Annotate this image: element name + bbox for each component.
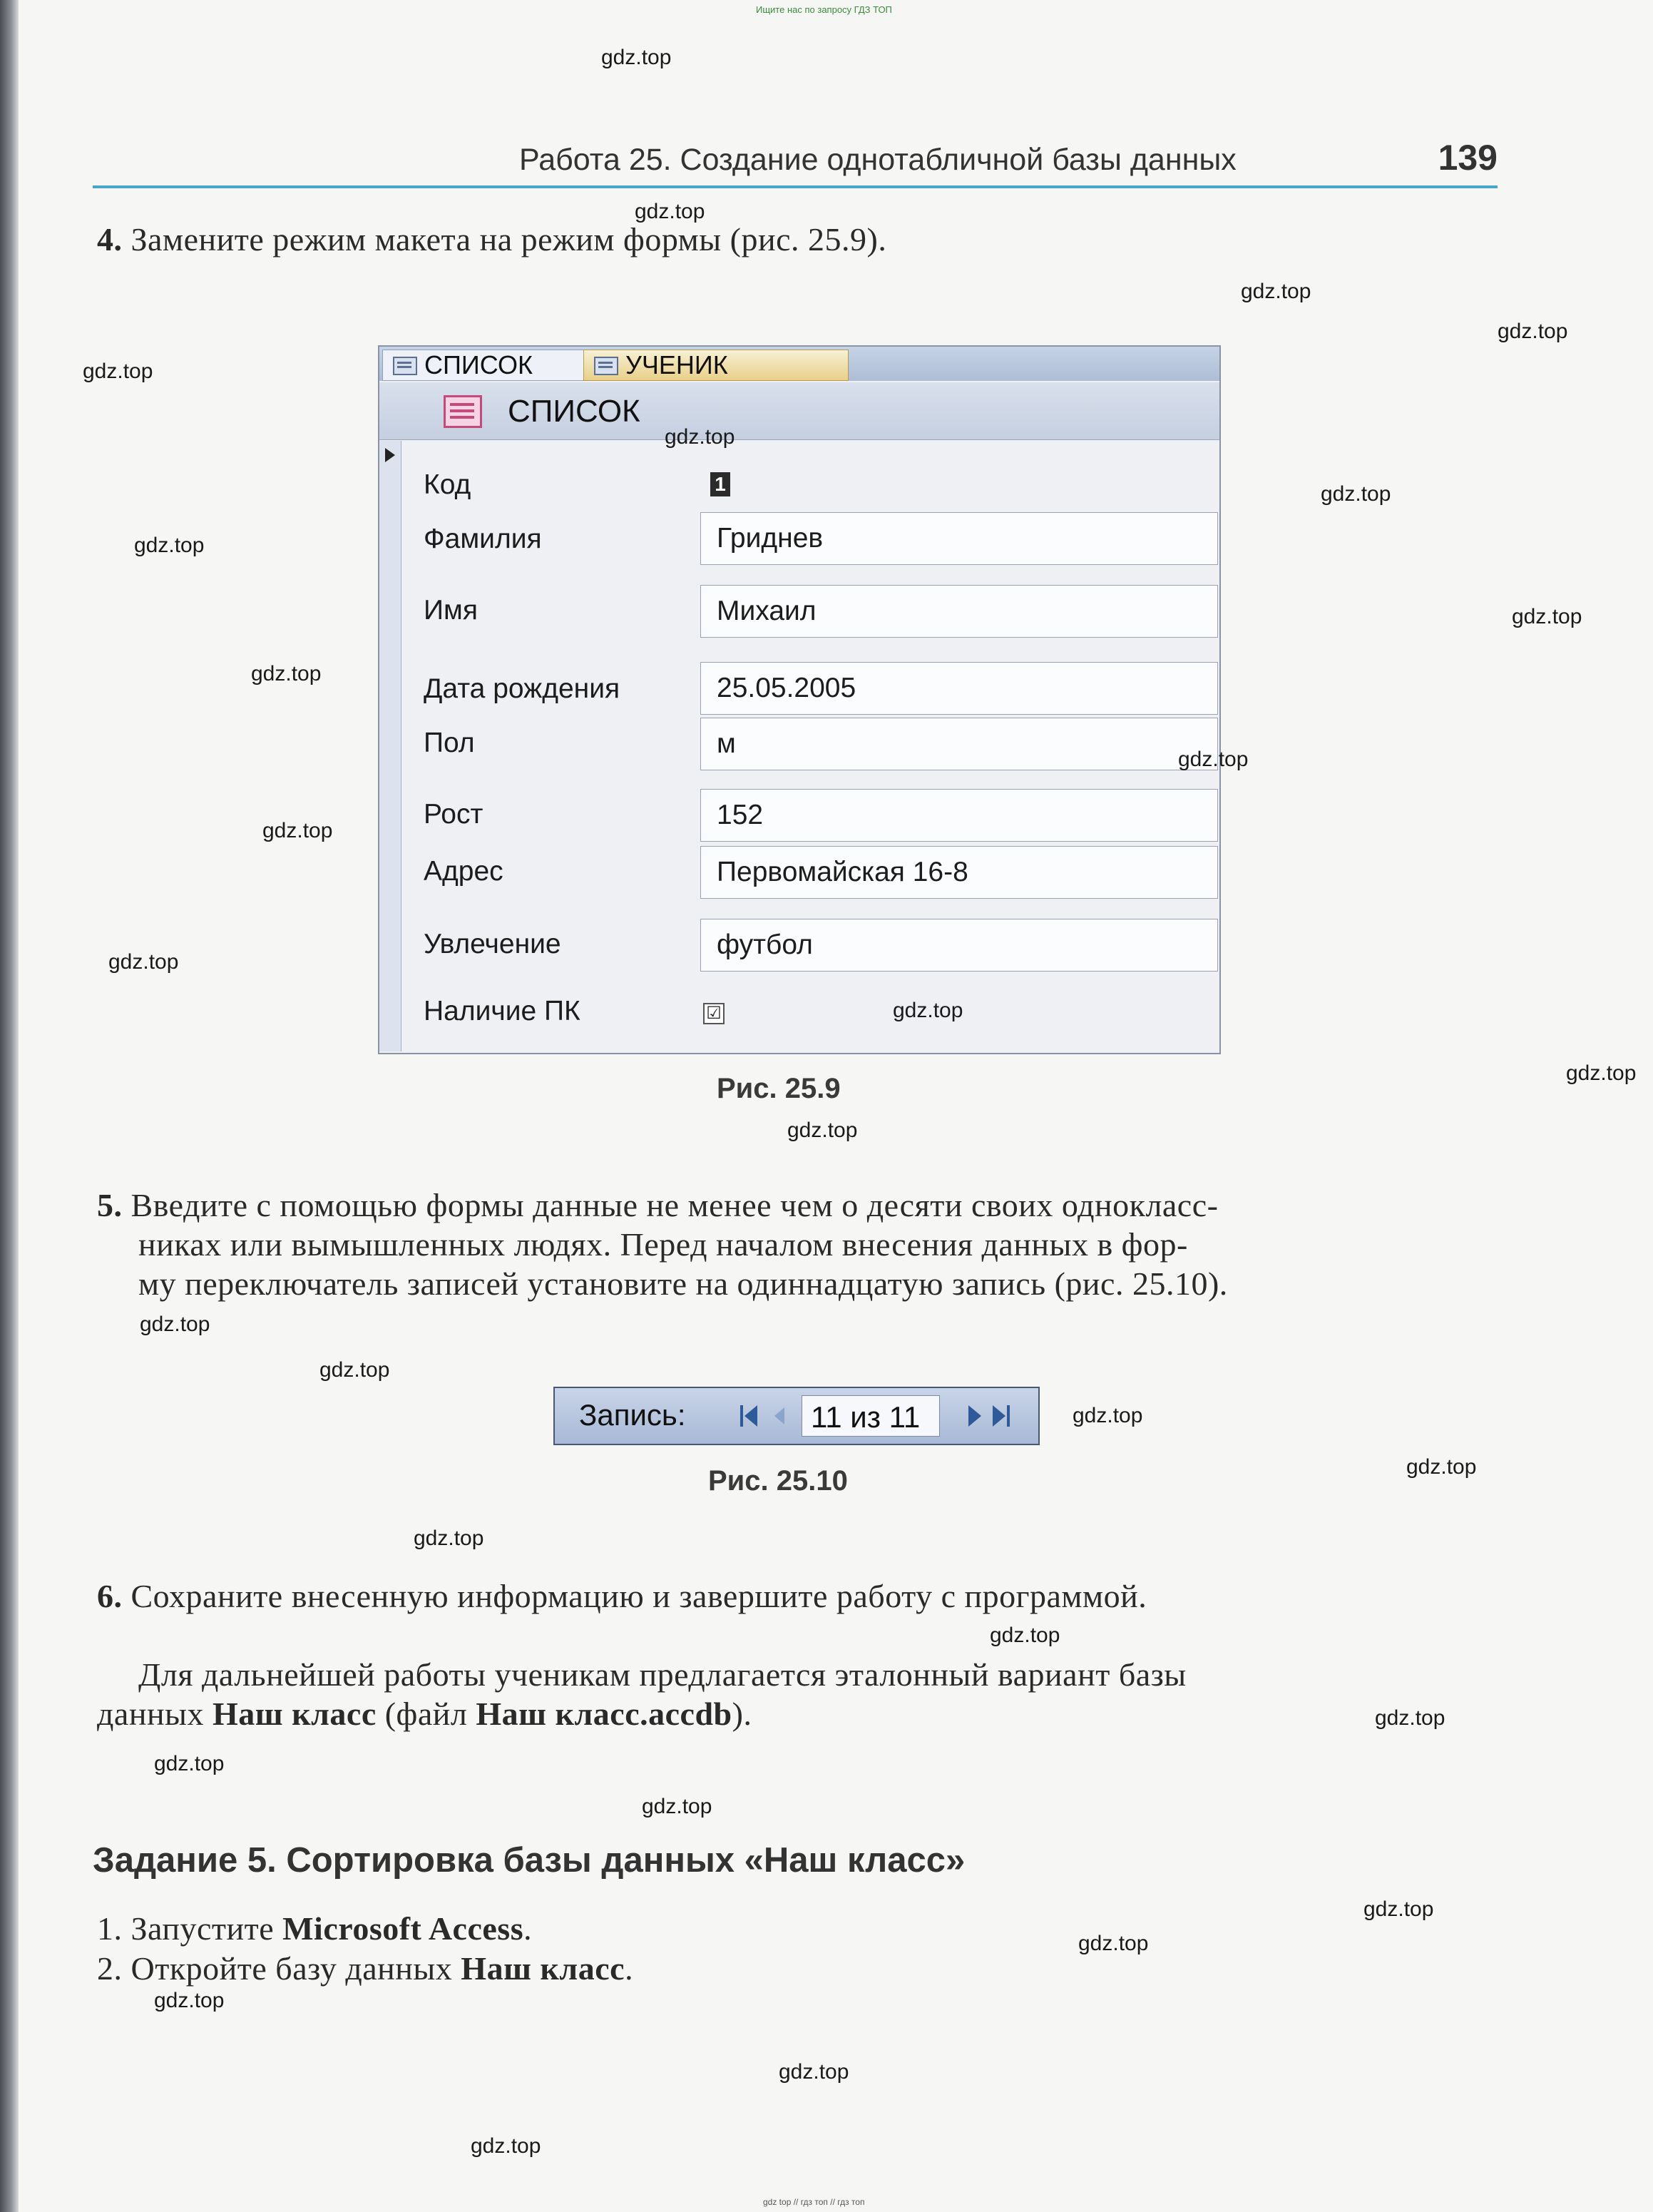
watermark: gdz.top: [83, 360, 153, 383]
paragraph-text-e: ).: [732, 1696, 752, 1732]
watermark: gdz.top: [1375, 1706, 1445, 1730]
watermark: gdz.top: [642, 1795, 712, 1818]
figure-caption-25-10: Рис. 25.10: [708, 1465, 848, 1497]
label-uvlechenie: Увлечение: [424, 929, 561, 959]
watermark: gdz.top: [1073, 1404, 1143, 1427]
paragraph-line-1: Для дальнейшей работы ученикам предлагается эталонный вариант базы: [138, 1656, 1187, 1693]
task-5: [97, 1186, 1228, 1303]
paragraph-text-a: данных: [97, 1696, 213, 1732]
watermark: gdz.top: [471, 2134, 541, 2158]
paragraph-line-2: [97, 1694, 1187, 1733]
step-2-text: Откройте базу данных: [130, 1950, 461, 1987]
tab-spisok-label: СПИСОК: [424, 350, 533, 379]
watermark: gdz.top: [1363, 1897, 1434, 1921]
label-familiya: Фамилия: [424, 524, 542, 554]
previous-record-icon[interactable]: [772, 1405, 793, 1427]
record-navigator: [553, 1387, 1040, 1445]
task-5-line-2: никах или вымышленных людях. Перед началом внесения данных в фор-: [138, 1226, 1188, 1263]
watermark: gdz.top: [1241, 280, 1311, 303]
paragraph-text-c: (файл: [376, 1696, 476, 1732]
subtask-step-1: 1. Запустите Microsoft Access.: [97, 1910, 533, 1947]
paragraph-db-name: Наш класс: [212, 1696, 377, 1732]
task-5-line-3: му переключатель записей установите на одиннадцатую запись (рис. 25.10).: [138, 1265, 1228, 1302]
running-title: Работа 25. Создание однотабличной базы данных: [519, 143, 1237, 177]
label-data-rozhdeniya: Дата рождения: [424, 673, 620, 704]
subtask-heading: Задание 5. Сортировка базы данных «Наш класс»: [93, 1841, 966, 1880]
task-4-text: Замените режим макета на режим формы (рис. 25.9).: [130, 221, 887, 258]
figure-caption-25-9: Рис. 25.9: [717, 1073, 841, 1104]
page-header: [93, 136, 1498, 188]
label-nalichie-pk: Наличие ПК: [424, 996, 580, 1026]
task-4: [97, 220, 886, 259]
watermark: gdz.top: [787, 1118, 858, 1142]
watermark: gdz.top: [990, 1624, 1060, 1647]
watermark: gdz.top: [251, 662, 322, 685]
task-6: [97, 1576, 1147, 1616]
field-adres[interactable]: [700, 846, 1218, 899]
step-1-text: Запустите: [130, 1910, 283, 1947]
step-1-program: Microsoft Access: [282, 1910, 524, 1947]
access-form-window: [378, 345, 1221, 1054]
field-data-rozhdeniya-value: 25.05.2005: [717, 673, 856, 703]
watermark: gdz.top: [893, 999, 963, 1022]
watermark: gdz.top: [134, 534, 205, 557]
task-6-text: Сохраните внесенную информацию и завершите работу с программой.: [130, 1578, 1147, 1614]
field-kod[interactable]: [700, 459, 757, 512]
checkbox-nalichie-pk[interactable]: ☑: [703, 1003, 725, 1024]
watermark: gdz.top: [140, 1313, 210, 1336]
watermark: gdz.top: [601, 46, 672, 69]
watermark: gdz.top: [108, 950, 179, 974]
field-imya[interactable]: [700, 585, 1218, 638]
tab-uchenik[interactable]: [583, 350, 849, 381]
record-number-field[interactable]: [802, 1395, 940, 1437]
form-icon: [393, 357, 417, 375]
watermark: gdz.top: [154, 1752, 225, 1775]
label-imya: Имя: [424, 595, 478, 626]
page-number: 139: [1438, 138, 1498, 178]
field-adres-value: Первомайская 16-8: [717, 857, 968, 887]
label-rost: Рост: [424, 799, 483, 830]
first-record-icon[interactable]: [739, 1405, 760, 1427]
form-caption-title: СПИСОК: [508, 394, 640, 429]
field-familiya[interactable]: [700, 512, 1218, 565]
label-pol: Пол: [424, 728, 475, 758]
watermark: gdz.top: [665, 425, 735, 449]
watermark: gdz.top: [1498, 320, 1568, 343]
watermark: gdz.top: [779, 2060, 849, 2084]
field-kod-value: 1: [710, 472, 730, 496]
field-rost[interactable]: [700, 789, 1218, 842]
watermark: gdz.top: [1178, 748, 1249, 771]
paragraph-file-name: Наш класс.accdb: [476, 1696, 732, 1732]
watermark: gdz.top: [1566, 1061, 1637, 1085]
step-2-db-name: Наш класс: [461, 1950, 625, 1987]
watermark: gdz.top: [1078, 1932, 1149, 1955]
field-uvlechenie-value: футбол: [717, 929, 813, 960]
top-note: Ищите нас по запросу ГДЗ ТОП: [756, 4, 892, 15]
form-caption-bar: [379, 382, 1219, 440]
form-caption-icon: [444, 395, 482, 428]
navigator-label: Запись:: [579, 1398, 686, 1432]
task-4-number: 4.: [97, 221, 123, 258]
label-adres: Адрес: [424, 856, 503, 887]
reference-paragraph: [97, 1655, 1187, 1733]
step-2-number: 2.: [97, 1950, 123, 1987]
tab-spisok[interactable]: [382, 350, 596, 381]
field-rost-value: 152: [717, 800, 764, 830]
subtask-step-2: 2. Откройте базу данных Наш класс.: [97, 1950, 634, 1987]
field-imya-value: Михаил: [717, 596, 817, 626]
watermark: gdz.top: [1321, 482, 1391, 506]
record-number-value: 11 из 11: [811, 1400, 921, 1434]
step-1-number: 1.: [97, 1910, 123, 1947]
table-icon: [594, 357, 618, 375]
next-record-icon[interactable]: [964, 1405, 986, 1427]
field-uvlechenie[interactable]: [700, 919, 1218, 972]
watermark: gdz.top: [414, 1527, 484, 1550]
watermark: gdz.top: [262, 819, 333, 842]
task-6-number: 6.: [97, 1578, 123, 1614]
watermark: gdz.top: [635, 200, 705, 223]
watermark: gdz.top: [154, 1989, 225, 2012]
book-spine-shadow: [0, 0, 19, 2212]
field-familiya-value: Гриднев: [717, 523, 824, 554]
bottom-note: gdz top // гдз топ // гдз топ: [763, 2197, 865, 2207]
task-5-number: 5.: [97, 1187, 123, 1223]
watermark: gdz.top: [1512, 605, 1582, 628]
tab-uchenik-label: УЧЕНИК: [625, 350, 728, 379]
watermark: gdz.top: [319, 1358, 390, 1382]
field-pol[interactable]: [700, 718, 1218, 770]
watermark: gdz.top: [1406, 1455, 1477, 1479]
form-tab-bar: [379, 347, 1219, 381]
last-record-icon[interactable]: [993, 1405, 1014, 1427]
field-pol-value: м: [717, 728, 736, 759]
label-kod: Код: [424, 469, 471, 500]
current-record-arrow-icon: [385, 448, 395, 462]
record-selector[interactable]: [379, 441, 401, 1051]
task-5-line-1: Введите с помощью формы данные не менее чем о десяти своих однокласс-: [130, 1187, 1219, 1223]
field-data-rozhdeniya[interactable]: [700, 662, 1218, 715]
